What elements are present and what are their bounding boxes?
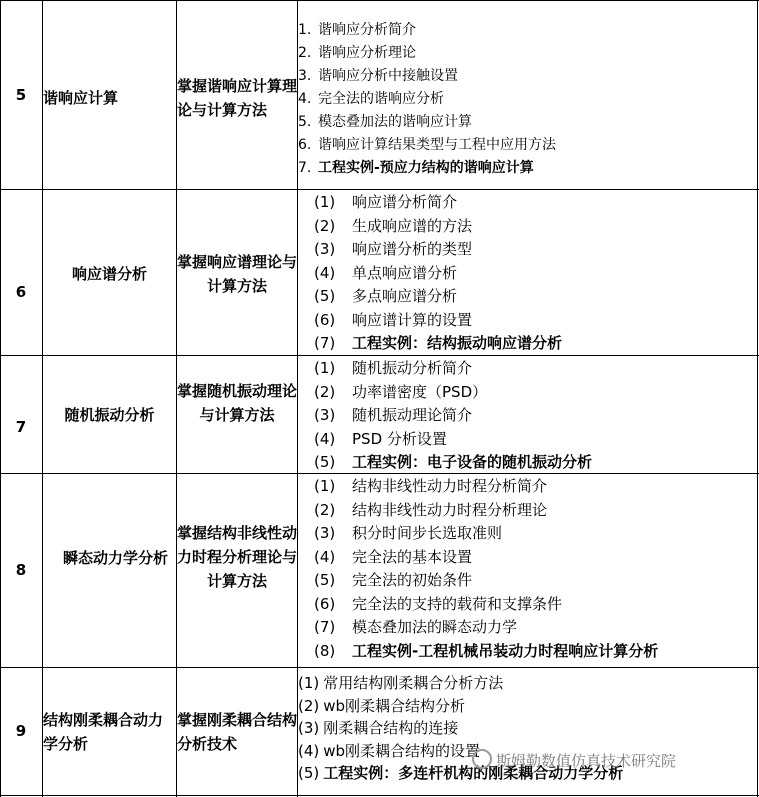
list-item: (1) 结构非线性动力时程分析简介 bbox=[314, 477, 548, 495]
list-item: 5. 模态叠加法的谐响应计算 bbox=[298, 114, 472, 130]
content-list bbox=[298, 475, 757, 663]
row-topic: 瞬态动力学分析 bbox=[63, 549, 169, 567]
wechat-logo-icon bbox=[472, 749, 492, 769]
list-item: (5) 多点响应谱分析 bbox=[314, 287, 458, 305]
list-item: (1) 随机振动分析简介 bbox=[314, 359, 473, 377]
row-goal: 掌握谐响应计算理论与计算方法 bbox=[177, 77, 298, 119]
row-divider bbox=[0, 0, 759, 1]
row-topic: 谐响应计算 bbox=[43, 89, 119, 107]
list-item: (1) 常用结构刚柔耦合分析方法 bbox=[298, 674, 504, 692]
list-item: (2) 生成响应谱的方法 bbox=[314, 216, 473, 235]
column-divider bbox=[42, 0, 43, 797]
row-divider bbox=[0, 795, 759, 796]
list-item: (7) 模态叠加法的瞬态动力学 bbox=[314, 618, 518, 636]
list-item: (8) 工程实例-工程机械吊装动力时程响应计算分析 bbox=[314, 641, 659, 660]
list-item: 4. 完全法的谐响应分析 bbox=[298, 91, 444, 107]
row-number: 7 bbox=[15, 418, 27, 436]
content-list bbox=[298, 19, 757, 180]
list-item: (3) 随机振动理论简介 bbox=[314, 406, 473, 424]
row-goal: 掌握结构非线性动力时程分析理论与计算方法 bbox=[177, 524, 298, 590]
list-item: (2) 功率谱密度（PSD） bbox=[314, 382, 488, 401]
row-divider bbox=[0, 189, 759, 190]
row-number: 9 bbox=[15, 722, 27, 740]
row-number: 8 bbox=[15, 561, 27, 579]
column-divider bbox=[757, 0, 758, 797]
list-item: (3) 积分时间步长选取准则 bbox=[314, 524, 503, 542]
list-item: (2) 结构非线性动力时程分析理论 bbox=[314, 500, 548, 519]
list-item: (5) 工程实例：电子设备的随机振动分析 bbox=[314, 453, 593, 471]
list-item: (1) 响应谱分析简介 bbox=[314, 193, 458, 211]
list-item: (4) 完全法的基本设置 bbox=[314, 547, 473, 566]
content-list bbox=[298, 357, 757, 475]
row-number: 6 bbox=[15, 283, 27, 301]
list-item: (3) 响应谱分析的类型 bbox=[314, 240, 473, 258]
watermark bbox=[472, 749, 676, 771]
list-item: (3) 刚柔耦合结构的连接 bbox=[298, 719, 459, 737]
list-item: (5) 工程实例：多连杆机构的刚柔耦合动力学分析 bbox=[298, 764, 624, 782]
content-list bbox=[298, 191, 757, 356]
row-goal: 掌握随机振动理论与计算方法 bbox=[177, 382, 298, 424]
watermark-text: 斯姆勒数值仿真技术研究院 bbox=[496, 752, 677, 770]
list-item: (4) wb刚柔耦合结构的设置 bbox=[298, 741, 481, 760]
list-item: (4) 单点响应谱分析 bbox=[314, 263, 458, 282]
list-item: (6) 响应谱计算的设置 bbox=[314, 310, 473, 329]
column-divider bbox=[0, 0, 1, 797]
list-item: (6) 完全法的支持的载荷和支撑条件 bbox=[314, 594, 563, 613]
list-item: (7) 工程实例：结构振动响应谱分析 bbox=[314, 334, 563, 352]
row-topic: 随机振动分析 bbox=[64, 406, 155, 424]
list-item: (2) wb刚柔耦合结构分析 bbox=[298, 696, 466, 715]
row-topic: 结构刚柔耦合动力学分析 bbox=[43, 711, 164, 753]
list-item: 1. 谐响应分析简介 bbox=[298, 22, 416, 38]
list-item: 7. 工程实例-预应力结构的谐响应计算 bbox=[298, 160, 534, 176]
row-goal: 掌握响应谱理论与计算方法 bbox=[177, 253, 298, 295]
list-item: 2. 谐响应分析理论 bbox=[298, 45, 416, 61]
list-item: 6. 谐响应计算结果类型与工程中应用方法 bbox=[298, 137, 556, 153]
row-goal: 掌握刚柔耦合结构分析技术 bbox=[177, 711, 298, 753]
row-divider bbox=[0, 667, 759, 668]
row-number: 5 bbox=[15, 86, 27, 104]
list-item: (5) 完全法的初始条件 bbox=[314, 571, 473, 589]
list-item: 3. 谐响应分析中接触设置 bbox=[298, 68, 458, 84]
row-topic: 响应谱分析 bbox=[71, 265, 147, 283]
list-item: (4) PSD 分析设置 bbox=[314, 429, 447, 448]
